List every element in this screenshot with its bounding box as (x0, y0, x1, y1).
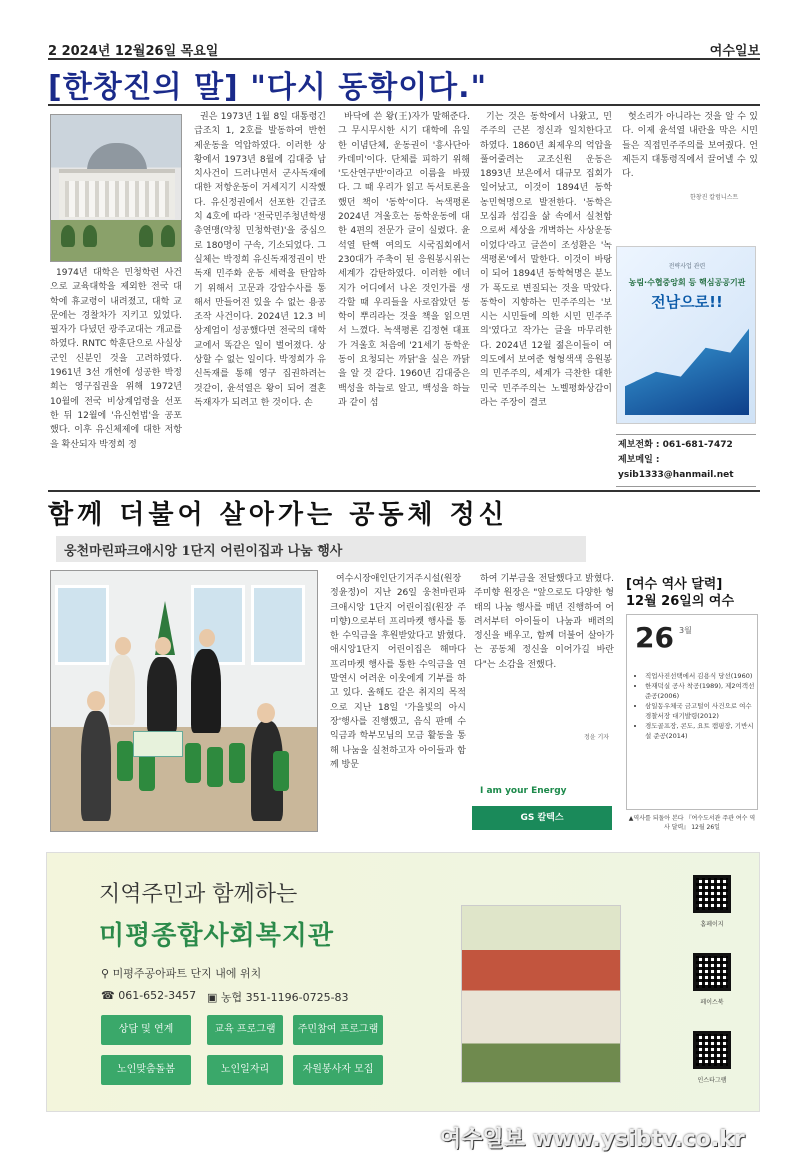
article2-column-1: 여수시장애인단기거주시설(원장 정윤정)이 지난 26일 웅천마린파크애시앙 1단지 어린이집(원장 주미향)으로부터 프리마켓 행사를 통한 수익금을 후원받았다고 밝혔다. 애시앙1단지 어린이집은 해마다 프리마켓 행사를 통한 수익금을 연말연시 어려운 이웃에게 기부를 하고 있다. 올해도 같은 취지의 목적으로 지난 18일 '가을빛의 아시장'행사를 진행했고, 음식 판매 수익금과 학부모님의 모금 활동을 통해 나눔을 실천하고자 아이들과 함께 방문 (330, 574, 466, 770)
qr-label: 홈페이지 (700, 921, 724, 928)
child-figure (139, 751, 155, 791)
face (257, 703, 275, 723)
history-calendar (626, 576, 758, 834)
article2-headline: 함께 더불어 살아가는 공동체 정신 (48, 490, 760, 530)
assembly-dome (87, 143, 147, 171)
page-header (48, 38, 760, 60)
adult-figure (147, 657, 177, 733)
calendar-day: 26 (635, 621, 674, 654)
article1-column-4: 기는 것은 동학에서 나왔고, 민주주의 근본 정신과 일치한다고 하였다. 1860년 최제우의 억압을 풀어줄려는 교조신원 운동은 1893년 보은에서 대규모 집회가 일어났고, 이것이 1894년 동학 농민혁명으로 발전한다. '동학은 모심과 섬김을 삶 속에서 실천함으로써 세상을 개벽하는 사상운동이었다'라고 글쓴이 조성환은 '녹색평론'에서 말한다. 이것이 바탕이 되어 1894년 동학혁명은 분노가 폭도로 변질되는 것을 막았다. 동학이 지향하는 민주주의는 '보시는 시민들에 의한 시민 민주주의'였다고 작가는 글을 마무리한다. 2024년 12월 젊은이들이 여의도에서 보여준 형형색색 응원봉의 민주주의, 세계가 극찬한 대한민국 민주주의는 노벨평화상감이라는 주장이 결코 (480, 112, 612, 408)
banner-button[interactable]: 교육 프로그램 (207, 1015, 283, 1045)
tree (61, 225, 75, 247)
assembly-pillars (65, 181, 169, 217)
child-figure (273, 751, 289, 791)
banner-button[interactable]: 노인맞춤돌봄 (101, 1055, 191, 1085)
welfare-center-banner[interactable] (46, 852, 760, 1112)
calendar-box (626, 614, 758, 810)
calendar-subtitle: 12월 26일의 여수 (626, 594, 735, 609)
ad-big-text: 전남으로!! (651, 293, 723, 311)
welfare-center-photo (461, 905, 621, 1083)
qr-code-icon[interactable] (693, 953, 731, 991)
banner-button[interactable]: 주민참여 프로그램 (293, 1015, 383, 1045)
ad-graphic (625, 319, 749, 415)
article2-subhead: 웅천마린파크애시앙 1단지 어린이집과 나눔 행사 (56, 536, 586, 562)
article1-headline: [한창진의 말] "다시 동학이다." (48, 62, 760, 106)
contact-box (616, 434, 756, 487)
contact-email[interactable]: 제보메일 : ysib1333@hanmail.net (618, 455, 734, 480)
banner-phone: ☎ 061-652-3457 (101, 989, 197, 1002)
qr-code-icon[interactable] (693, 1031, 731, 1069)
tree (83, 225, 97, 247)
banner-button[interactable]: 상담 및 연계 (101, 1015, 191, 1045)
article1-column-5: 헛소리가 아니라는 것을 알 수 있다. 이제 윤석열 내란을 막은 시민들은 직접민주주의를 보여줬다. 언제든지 대통령직에서 끌어낼 수 있다. (622, 112, 758, 180)
article2-column-2: 하여 기부금을 전달했다고 밝혔다. 주미향 원장은 "앞으로도 다양한 형태의 나눔 행사를 매년 진행하여 어려서부터 아이들이 나눔과 배려의 정신을 배우고, 함께 더불어 살아가는 공동체 정신을 이어가길 바란다"는 소감을 전했다. (474, 574, 614, 670)
gs-caltex-ad[interactable] (472, 782, 612, 834)
qr-code-icon[interactable] (693, 875, 731, 913)
banner-location: ⚲ 미평주공아파트 단지 내에 위치 (101, 967, 262, 980)
jeonnam-ad[interactable] (616, 246, 756, 424)
article1-column-3: 바닥에 쓴 왕(王)자가 말해준다. 그 무시무시한 시기 대학에 유일한 이념단체, 운동권이 '흥사단아카데미'이다. 단체를 피하기 위해 '도산연구반'이라고 이름을 바꿨다. 그 때 우리가 읽고 독서토론을 했던 책이 '동학'이다. 녹색평론 2024년 겨울호는 동학운동에 대한 4편의 전문가 글이 실렸다. 윤석열 탄핵 여의도 시국집회에서 230대가 주축이 된 응원봉시위는 세계가 감탄하였다. 이러한 에너지가 어디에서 나온 것인가를 생각할 때 우리들을 사로잡았던 동학이 뿌리라는 것을 책을 읽으면서 느꼈다. 녹색평론 김정현 대표가 겨울호 처음에 '21세기 동학운동이 요청되는 까닭'을 실은 까닭을 알 것 같다. 1960년 김대중은 백성을 하늘로 알고, 백성을 하늘과 같이 섬 (338, 112, 470, 408)
donation-sign (133, 731, 183, 757)
gs-logo: GS 칼텍스 (472, 806, 612, 830)
contact-phone: 제보전화 : 061-681-7472 (618, 440, 733, 450)
article1-byline: 한창진 칼럼니스트 (690, 194, 739, 201)
ad-small-text: 전략사업 관련 (668, 263, 706, 270)
article2-byline: 정윤 기자 (584, 734, 610, 741)
calendar-event: • 한재덕실 공사 착공(1989), 제2여객선 준공(2006) (645, 681, 755, 701)
article1-column-2: 권은 1973년 1월 8일 대통령긴급조치 1, 2호를 발동하여 반헌 제운동을 억압하였다. 이러한 상황에서 1973년 8월에 김대중 납치사건이 드러나면서 군사독재에 대한 저항운동이 거세지기 시작했다. 유신정권에서 선포한 긴급조치 4호에 따라 '전국민주청년학생총연맹(약칭 민청학련)'을 중심으로 180명이 구속, 기소되었다. 그 실체는 박정희 유신독재정권이 반독재 민주화 운동 세력을 탄압하기 위해서 고문과 강압수사를 통해서 만들어진 있을 수 없는 용공조작 사건이다. 2024년 12.3 비상계엄이 성공했다면 전국의 대학교에서 똑같은 일이 벌어졌다. 상상할 수 없는 일이다. 박정희가 유신독재를 통해 영구 집권하려는 것같이, 윤석열은 왕이 되어 결혼 독재자가 되려고 한 것이다. 손 (194, 112, 326, 408)
calendar-event: • 경도골프장, 콘도, 요트 캠핑장, 기반시설 준공(2014) (645, 721, 755, 741)
ad-line-text: 농림·수협중앙회 등 핵심공공기관 (628, 278, 746, 287)
publication-name: 여수일보 (709, 44, 760, 59)
adult-figure (81, 711, 111, 821)
window (55, 585, 109, 665)
face (199, 629, 215, 647)
site-footer[interactable]: 여수일보 www.ysibtv.co.kr (440, 1127, 745, 1152)
face (87, 691, 105, 711)
banner-button[interactable]: 노인일자리 (207, 1055, 283, 1085)
tree (139, 225, 153, 247)
qr-label: 인스타그램 (697, 1077, 727, 1084)
child-figure (185, 743, 201, 783)
calendar-title: [여수 역사 달력] (626, 577, 723, 592)
banner-button[interactable]: 자원봉사자 모집 (293, 1055, 383, 1085)
face (115, 637, 131, 655)
tree (161, 225, 175, 247)
window (251, 585, 305, 665)
qr-label: 페이스북 (700, 999, 724, 1006)
calendar-footer: ▲역사를 되돌아 본다 『여수도서관 주관 여수 역사 달력』 12월 26일 (628, 815, 756, 831)
national-assembly-photo (50, 114, 182, 262)
gs-tagline: I am your Energy (480, 786, 567, 796)
banner-account: ▣ 농협 351-1196-0725-83 (207, 991, 349, 1004)
article1-column-1: 1974년 대학은 민청학련 사건으로 교육대학을 제외한 전국 대학에 휴교령이 내려졌고, 대학 교문에는 경찰차가 지키고 있었다. 필자가 다녔던 광주교대는 개교를 하였다. RNTC 학훈단으로 사실상 군인 신분인 것을 고려하였다. 1961년 3선 개헌에 성공한 박정희는 영구집권을 위해 1972년 10월에 전국 비상계엄령을 선포한 뒤 12월에 '유신헌법'을 공포했다. 이후 유신체제에 대한 저항을 확산되자 박정희 정 (50, 268, 182, 450)
calendar-event: • 삼일동우체국 금고털이 사건으로 여수경찰서장 대기발령(2012) (645, 701, 755, 721)
calendar-event: • 직업사진선택에서 김용식 당선(1960) (645, 671, 755, 681)
child-figure (117, 741, 133, 781)
adult-figure (191, 649, 221, 733)
banner-line1: 지역주민과 함께하는 (99, 882, 298, 907)
phone-icon: ☎ (101, 989, 115, 1002)
daycare-group-photo (50, 570, 318, 832)
bank-icon: ▣ (207, 991, 218, 1004)
child-figure (229, 743, 245, 783)
calendar-events (637, 671, 755, 741)
location-pin-icon: ⚲ (101, 967, 110, 980)
page-number-date: 2 2024년 12월26일 목요일 (48, 44, 219, 59)
banner-title: 미평종합사회복지관 (99, 921, 335, 951)
child-figure (207, 747, 223, 787)
face (155, 637, 171, 655)
calendar-month: 3월 (679, 626, 692, 635)
adult-figure (109, 655, 135, 725)
